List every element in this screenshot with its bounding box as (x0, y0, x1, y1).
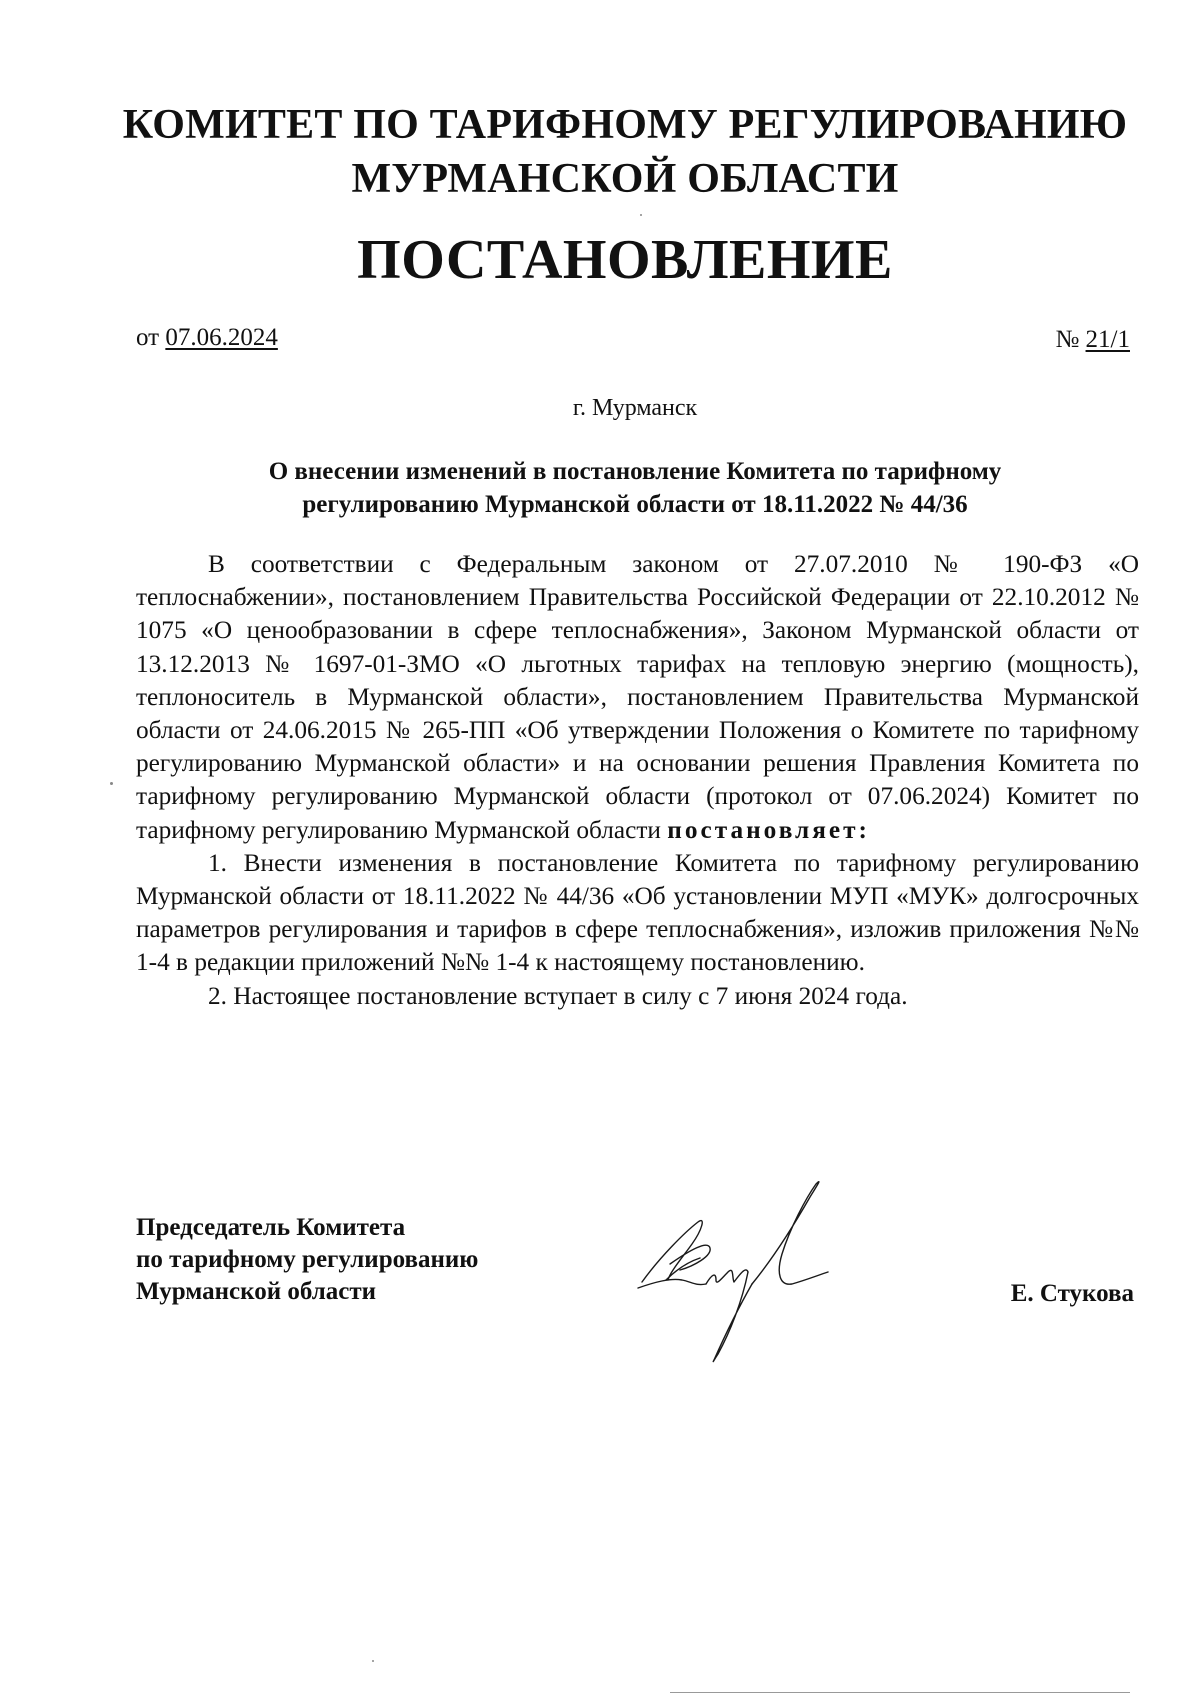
number-value: 21/1 (1085, 326, 1130, 353)
number-prefix: № (1055, 326, 1086, 353)
position-line-3: Мурманской области (136, 1278, 377, 1305)
scan-speck (110, 782, 113, 785)
document-body (136, 548, 1139, 1013)
document-type: ПОСТАНОВЛЕНИЕ (357, 229, 893, 291)
document-number (1055, 324, 1130, 356)
item-1: 1. Внести изменения в постановление Комитета по тарифному регулированию Мурманской области от 18.11.2022 № 44/36 «Об установлении МУП «МУК» долгосрочных параметров регулирования и тарифов в сфере теплоснабжения», изложив приложения №№ 1-4 в редакции приложений №№ 1-4 к настоящему постановлению. (136, 848, 1139, 977)
title-line-2: регулированию Мурманской области от 18.11.2022 № 44/36 (302, 491, 968, 518)
handwritten-signature (630, 1162, 890, 1377)
date-value: 07.06.2024 (165, 324, 278, 351)
title-line-1: О внесении изменений в постановление Комитета по тарифному (268, 458, 1002, 485)
signatory-name: Е. Стукова (1010, 1280, 1134, 1307)
organization-name (60, 98, 1190, 206)
scan-speck (640, 214, 642, 216)
document-date (136, 322, 278, 354)
city: г. Мурманск (572, 395, 698, 421)
position-line-2: по тарифному регулированию (136, 1246, 479, 1273)
resolves-word: постановляет: (667, 815, 870, 844)
organization-line-1: КОМИТЕТ ПО ТАРИФНОМУ РЕГУЛИРОВАНИЮ (122, 102, 1128, 148)
signatory-position (136, 1212, 478, 1308)
preamble-text: В соответствии с Федеральным законом от 27.07.2010 № 190-ФЗ «О теплоснабжении», постановлением Правительства Российской Федерации от 22.10.2012 № 1075 «О ценообразовании в сфере теплоснабжения», Законом Мурманской области от 13.12.2013 № 1697-01-ЗМО «О льготных тарифах на тепловую энергию (мощность), теплоноситель в Мурманской области», постановлением Правительства Мурманской области от 24.06.2015 № 265-ПП «Об утверждении Положения о Комитете по тарифному регулированию Мурманской области» и на основании решения Правления Комитета по тарифному регулированию Мурманской области (протокол от 07.06.2024) Комитет по тарифному регулированию Мурманской области (136, 550, 1139, 844)
document-title (150, 455, 1120, 521)
position-line-1: Председатель Комитета (136, 1214, 406, 1241)
date-prefix: от (136, 324, 166, 351)
preamble-paragraph (136, 548, 1139, 847)
scan-edge-line (670, 1692, 1130, 1693)
organization-line-2: МУРМАНСКОЙ ОБЛАСТИ (351, 156, 899, 202)
item-2: 2. Настоящее постановление вступает в силу с 7 июня 2024 года. (208, 981, 908, 1010)
scan-speck (372, 1660, 374, 1662)
